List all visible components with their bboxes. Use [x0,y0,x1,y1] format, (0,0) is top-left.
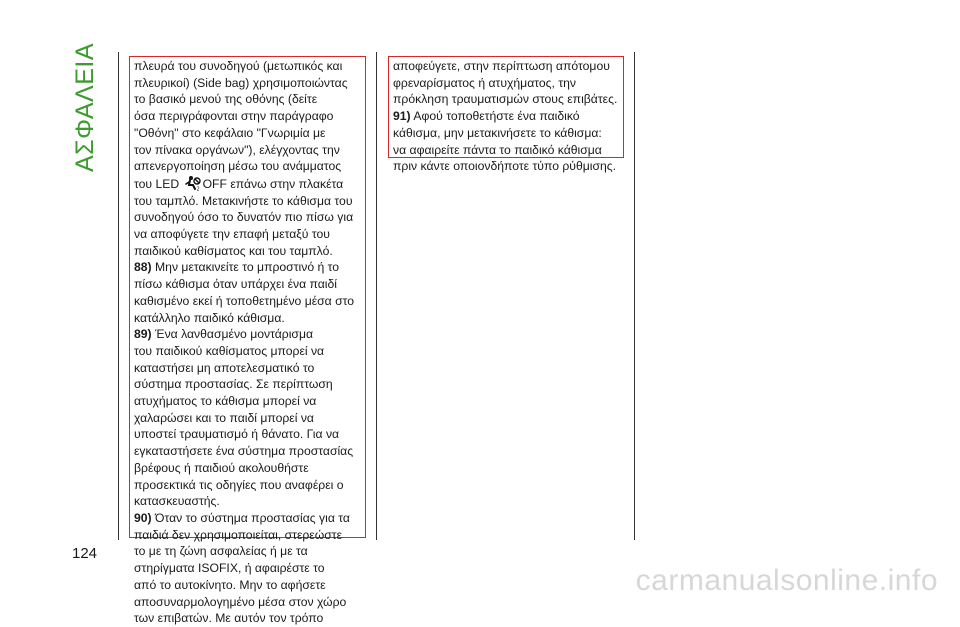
text-line [134,376,361,393]
line-text: σύστημα προστασίας. Σε περίπτωση [134,377,333,392]
note-number: 88) [134,260,152,275]
text-line [134,142,361,159]
text-line [134,426,361,443]
text-line [134,326,361,343]
text-line [134,310,361,327]
line-text: το βασικό μενού της οθόνης (δείτε [134,92,318,107]
line-text: εγκαταστήσετε ένα σύστημα προστασίας [134,444,354,459]
line-text: στηρίγματα ISOFIX, ή αφαιρέστε το [134,561,325,576]
text-line [134,276,361,293]
line-text: Μην μετακινείτε το μπροστινό ή το [155,260,340,275]
column-divider-middle [376,52,377,540]
text-line [134,460,361,477]
line-text: του ταμπλό. Μετακινήστε το κάθισμα του [134,193,353,208]
line-text: χαλαρώσει και το παιδί μπορεί να [134,410,314,425]
right-text-column [388,56,624,174]
text-line [393,158,619,175]
text-line [393,142,619,159]
line-text: συνοδηγού όσο το δυνατόν πιο πίσω για [134,210,354,225]
line-text: πρόκληση τραυματισμών στους επιβάτες. [393,92,618,107]
line-text: των επιβατών. Με αυτόν τον τρόπο [134,611,324,626]
line-text: παιδικού καθίσματος και του ταμπλό. [134,243,333,258]
text-line [134,527,361,544]
line-text: αποσυναρμολογημένο μέσα στον χώρο [134,594,347,609]
text-line [134,58,361,75]
text-line [393,108,619,125]
text-line [393,91,619,108]
column-divider-right [634,52,635,540]
text-line [134,510,361,527]
text-line [134,610,361,627]
line-text: να αποφύγετε την επαφή μεταξύ του [134,227,330,242]
line-text: "Οθόνη" στο κεφάλαιο "Γνωριμία με [134,125,326,140]
note-number: 90) [134,510,152,525]
line-text: πριν κάντε οποιονδήποτε τύπο ρύθμισης. [393,159,617,174]
text-line [134,91,361,108]
line-text: πίσω κάθισμα όταν υπάρχει ένα παιδί [134,277,338,292]
text-line [393,75,619,92]
svg-text:2: 2 [196,186,200,191]
line-text: βρέφους ή παιδιού ακολουθήστε [134,460,309,475]
left-text-column [129,56,366,626]
line-text: κατασκευαστής. [134,494,220,509]
line-text: καθισμένο εκεί ή τοποθετημένο μέσα στο [134,293,355,308]
page-number: 124 [72,545,98,562]
line-text: ατυχήματος το κάθισμα μπορεί να [134,394,317,409]
line-text-after-icon: OFF επάνω στην πλακέτα [202,176,344,191]
line-text: κατάλληλο παιδικό κάθισμα. [134,310,285,325]
text-line [134,193,361,210]
text-line [134,560,361,577]
column-divider-left [118,52,119,540]
line-text: του LED [134,176,180,191]
section-title-text: ΑΣΦΑΛΕΙΑ [71,42,100,173]
text-line [393,58,619,75]
line-text: να αφαιρείτε πάντα το παιδικό κάθισμα [393,142,602,157]
text-line [134,393,361,410]
note-number: 89) [134,327,152,342]
line-text: παιδιά δεν χρησιμοποιείται, στερεώστε [134,527,343,542]
text-line [134,125,361,142]
line-text: προσεκτικά τις οδηγίες που αναφέρει ο [134,477,344,492]
line-text: Ένα λανθασμένο μοντάρισμα [155,327,314,342]
line-text: καταστήσει μη αποτελεσματικό το [134,360,315,375]
line-text: υποστεί τραυματισμό ή θάνατο. Για να [134,427,340,442]
text-line [134,175,361,193]
text-line [134,577,361,594]
line-text: πλευρικοί) (Side bag) χρησιμοποιώντας [134,75,348,90]
text-line [134,360,361,377]
text-line [134,108,361,125]
text-line [134,543,361,560]
section-title [68,40,104,175]
text-line [134,209,361,226]
line-text: Όταν το σύστημα προστασίας για τα [155,510,350,525]
text-line [134,443,361,460]
line-text: του παιδικού καθίσματος μπορεί να [134,343,325,358]
line-text: το με τη ζώνη ασφαλείας ή με τα [134,544,308,559]
text-line [134,410,361,427]
airbag-off-led-icon [185,175,201,191]
text-line [134,493,361,510]
note-number: 91) [393,109,411,124]
line-text: απενεργοποίηση μέσω του ανάμματος [134,159,342,174]
line-text: πλευρά του συνοδηγού (μετωπικός και [134,59,343,73]
line-text: Αφού τοποθετήστε ένα παιδικό [413,109,580,124]
text-line [134,343,361,360]
text-line [134,477,361,494]
text-line [134,226,361,243]
text-line [134,259,361,276]
line-text: από το αυτοκίνητο. Μην το αφήσετε [134,577,326,592]
text-line [134,75,361,92]
text-line [393,125,619,142]
line-text: κάθισμα, μην μετακινήσετε το κάθισμα: [393,125,602,140]
text-line [134,594,361,611]
text-line [134,158,361,175]
text-line [134,293,361,310]
line-text: αποφεύγετε, στην περίπτωση απότομου [393,59,610,73]
line-text: όσα περιγράφονται στην παράγραφο [134,109,334,124]
line-text: τον πίνακα οργάνων"), ελέγχοντας την [134,142,340,157]
text-line [134,243,361,260]
line-text: φρεναρίσματος ή ατυχήματος, την [393,75,577,90]
watermark: carmanualsonline.info [635,564,938,597]
